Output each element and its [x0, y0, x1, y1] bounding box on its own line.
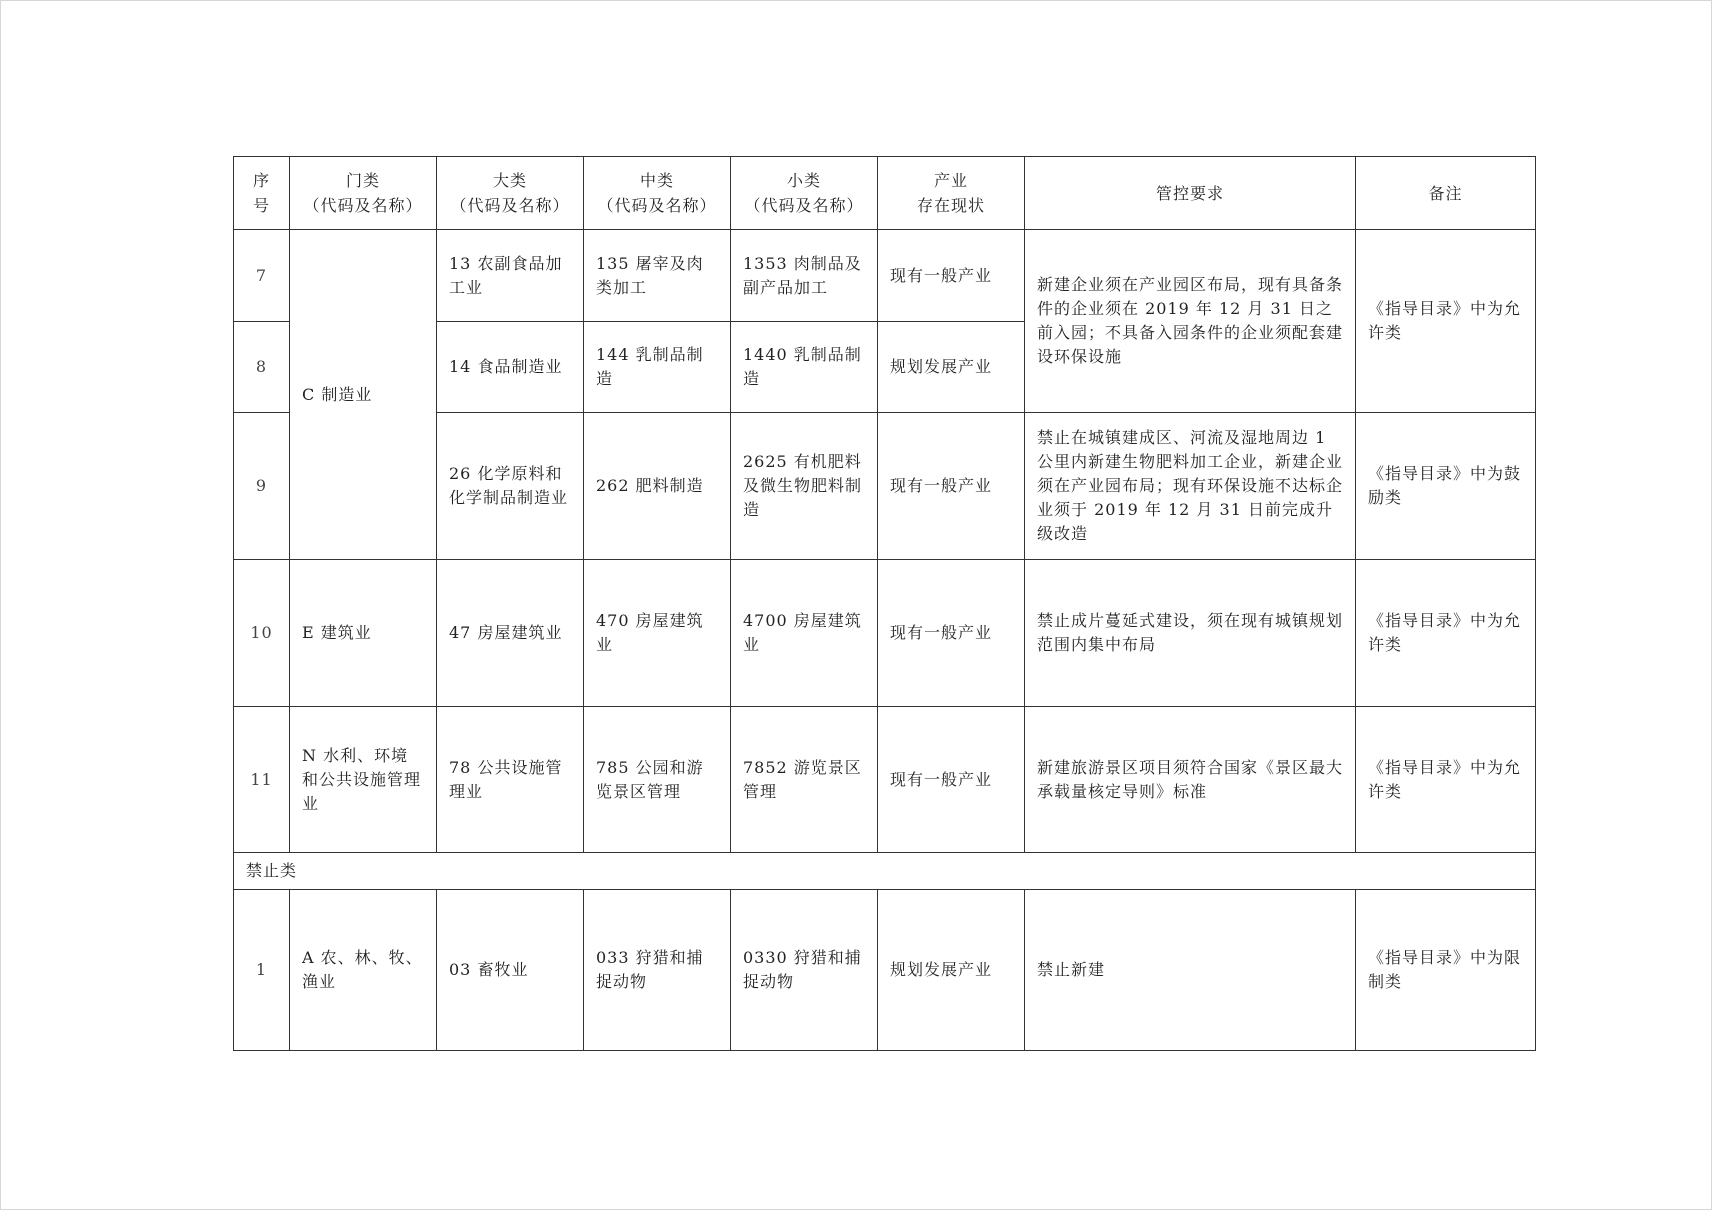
table-header-row [234, 157, 1536, 230]
row-men: E 建筑业 [290, 560, 437, 707]
row-xiao: 7852 游览景区管理 [731, 707, 878, 853]
row-da: 03 畜牧业 [437, 890, 584, 1051]
row-da: 13 农副食品加工业 [437, 230, 584, 322]
row-seq: 8 [234, 322, 290, 413]
row-remark: 《指导目录》中为允许类 [1356, 230, 1536, 413]
row-zhong: 262 肥料制造 [584, 413, 731, 560]
row-da: 26 化学原料和化学制品制造业 [437, 413, 584, 560]
row-xiao: 2625 有机肥料及微生物肥料制造 [731, 413, 878, 560]
row-remark: 《指导目录》中为允许类 [1356, 707, 1536, 853]
section-row-prohibited [234, 853, 1536, 890]
row-da: 14 食品制造业 [437, 322, 584, 413]
row-control: 新建旅游景区项目须符合国家《景区最大承载量核定导则》标准 [1025, 707, 1356, 853]
row-men: N 水利、环境和公共设施管理业 [290, 707, 437, 853]
row-xiao: 4700 房屋建筑业 [731, 560, 878, 707]
header-zhong: 中类 （代码及名称） [584, 157, 731, 230]
row-zhong: 033 狩猎和捕捉动物 [584, 890, 731, 1051]
row-seq: 11 [234, 707, 290, 853]
industry-control-table [233, 156, 1536, 1051]
table-row [234, 230, 1536, 322]
row-control: 禁止在城镇建成区、河流及湿地周边 1 公里内新建生物肥料加工企业，新建企业须在产业园布局；现有环保设施不达标企业须于 2019 年 12 月 31 日前完成升级改造 [1025, 413, 1356, 560]
row-xiao: 1353 肉制品及副产品加工 [731, 230, 878, 322]
header-seq: 序号 [234, 157, 290, 230]
table-row [234, 707, 1536, 853]
row-remark: 《指导目录》中为鼓励类 [1356, 413, 1536, 560]
table-row [234, 890, 1536, 1051]
row-xiao: 0330 狩猎和捕捉动物 [731, 890, 878, 1051]
table-row [234, 560, 1536, 707]
row-seq: 9 [234, 413, 290, 560]
section-label: 禁止类 [234, 853, 1536, 890]
row-zhong: 470 房屋建筑业 [584, 560, 731, 707]
row-zhong: 144 乳制品制造 [584, 322, 731, 413]
row-men: C 制造业 [290, 230, 437, 560]
row-seq: 1 [234, 890, 290, 1051]
row-zhong: 135 屠宰及肉类加工 [584, 230, 731, 322]
row-status: 现有一般产业 [878, 707, 1025, 853]
header-control: 管控要求 [1025, 157, 1356, 230]
row-control: 新建企业须在产业园区布局，现有具备条件的企业须在 2019 年 12 月 31 日之前入园；不具备入园条件的企业须配套建设环保设施 [1025, 230, 1356, 413]
header-men: 门类 （代码及名称） [290, 157, 437, 230]
row-xiao: 1440 乳制品制造 [731, 322, 878, 413]
row-status: 现有一般产业 [878, 230, 1025, 322]
row-da: 78 公共设施管理业 [437, 707, 584, 853]
row-seq: 10 [234, 560, 290, 707]
header-status: 产业 存在现状 [878, 157, 1025, 230]
row-remark: 《指导目录》中为限制类 [1356, 890, 1536, 1051]
row-status: 现有一般产业 [878, 560, 1025, 707]
row-zhong: 785 公园和游览景区管理 [584, 707, 731, 853]
row-status: 现有一般产业 [878, 413, 1025, 560]
row-remark: 《指导目录》中为允许类 [1356, 560, 1536, 707]
row-seq: 7 [234, 230, 290, 322]
row-da: 47 房屋建筑业 [437, 560, 584, 707]
header-da: 大类 （代码及名称） [437, 157, 584, 230]
row-status: 规划发展产业 [878, 322, 1025, 413]
row-control: 禁止成片蔓延式建设，须在现有城镇规划范围内集中布局 [1025, 560, 1356, 707]
row-men: A 农、林、牧、渔业 [290, 890, 437, 1051]
header-xiao: 小类 （代码及名称） [731, 157, 878, 230]
row-control: 禁止新建 [1025, 890, 1356, 1051]
row-status: 规划发展产业 [878, 890, 1025, 1051]
header-remark: 备注 [1356, 157, 1536, 230]
